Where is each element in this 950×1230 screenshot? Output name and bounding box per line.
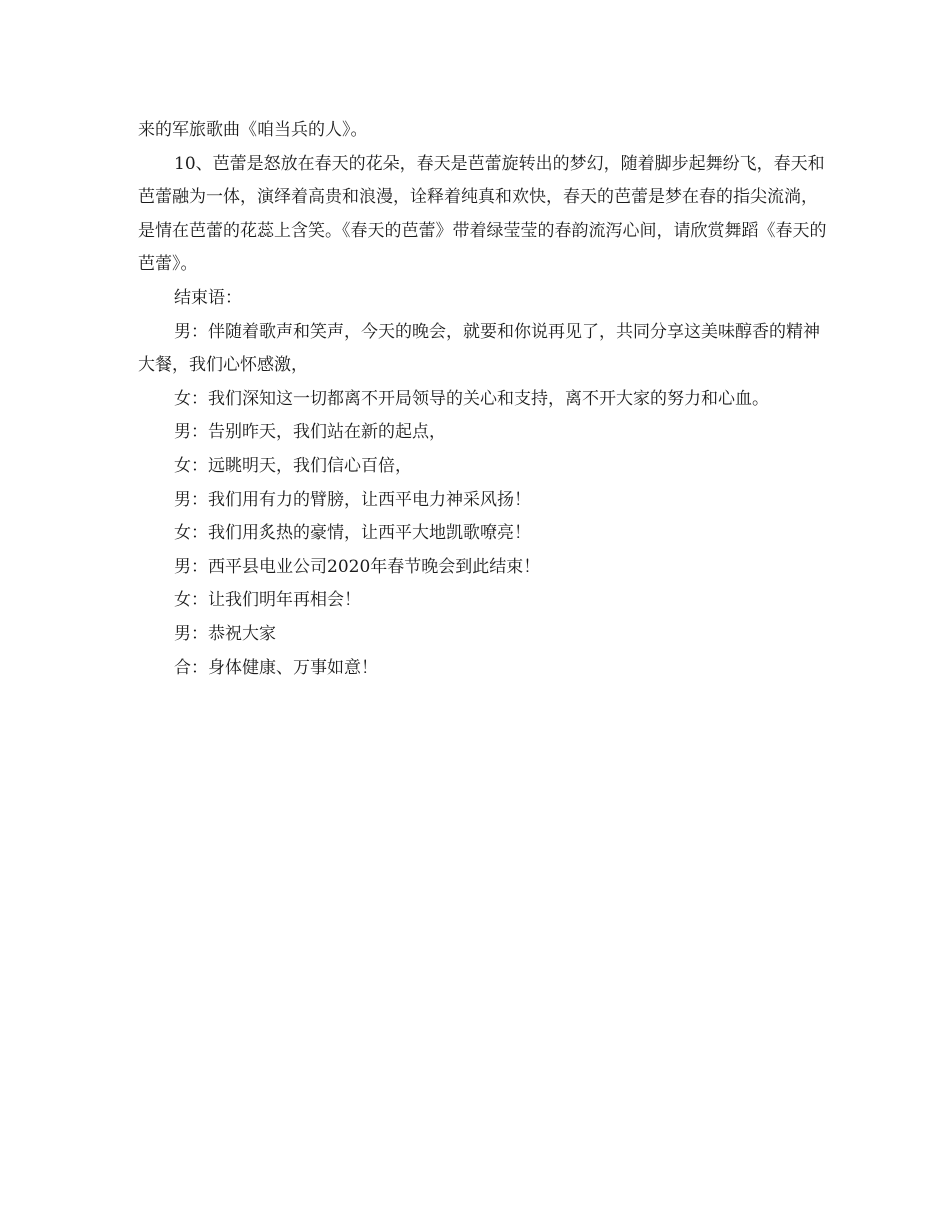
dialogue-line: 男：我们用有力的臂膀，让西平电力神采风扬！ bbox=[174, 489, 531, 510]
paragraph-song-ending: 来的军旅歌曲《咱当兵的人》。 bbox=[138, 120, 368, 140]
dialogue-line: 女：我们用炙热的豪情，让西平大地凯歌嘹亮！ bbox=[174, 523, 531, 544]
dialogue-line: 男：告别昨天，我们站在新的起点， bbox=[174, 422, 446, 443]
document-body bbox=[138, 114, 828, 685]
dialogue-line: 女：远眺明天，我们信心百倍， bbox=[174, 455, 412, 476]
dialogue-line: 男：恭祝大家 bbox=[174, 623, 276, 644]
dialogue-line: 合：身体健康、万事如意！ bbox=[174, 657, 378, 678]
dialogue-line: 女：让我们明年再相会！ bbox=[174, 590, 361, 611]
paragraph-ballet-intro: 10、芭蕾是怒放在春天的花朵，春天是芭蕾旋转出的梦幻，随着脚步起舞纷飞，春天和芭蕾融为一体，演绎着高贵和浪漫，诠释着纯真和欢快，春天的芭蕾是梦在春的指尖流淌，是情在芭蕾的花蕊上含笑。《春天的芭蕾》带着绿莹莹的春韵流泻心间，请欣赏舞蹈《春天的芭蕾》。 bbox=[138, 153, 827, 275]
dialogue-line: 女：我们深知这一切都离不开局领导的关心和支持，离不开大家的努力和心血。 bbox=[174, 388, 769, 409]
closing-heading: 结束语： bbox=[174, 287, 242, 308]
dialogue-line: 男：西平县电业公司2020年春节晚会到此结束！ bbox=[174, 556, 541, 577]
dialogue-line: 男：伴随着歌声和笑声，今天的晚会，就要和你说再见了，共同分享这美味醇香的精神大餐，我们心怀感激， bbox=[138, 321, 820, 376]
